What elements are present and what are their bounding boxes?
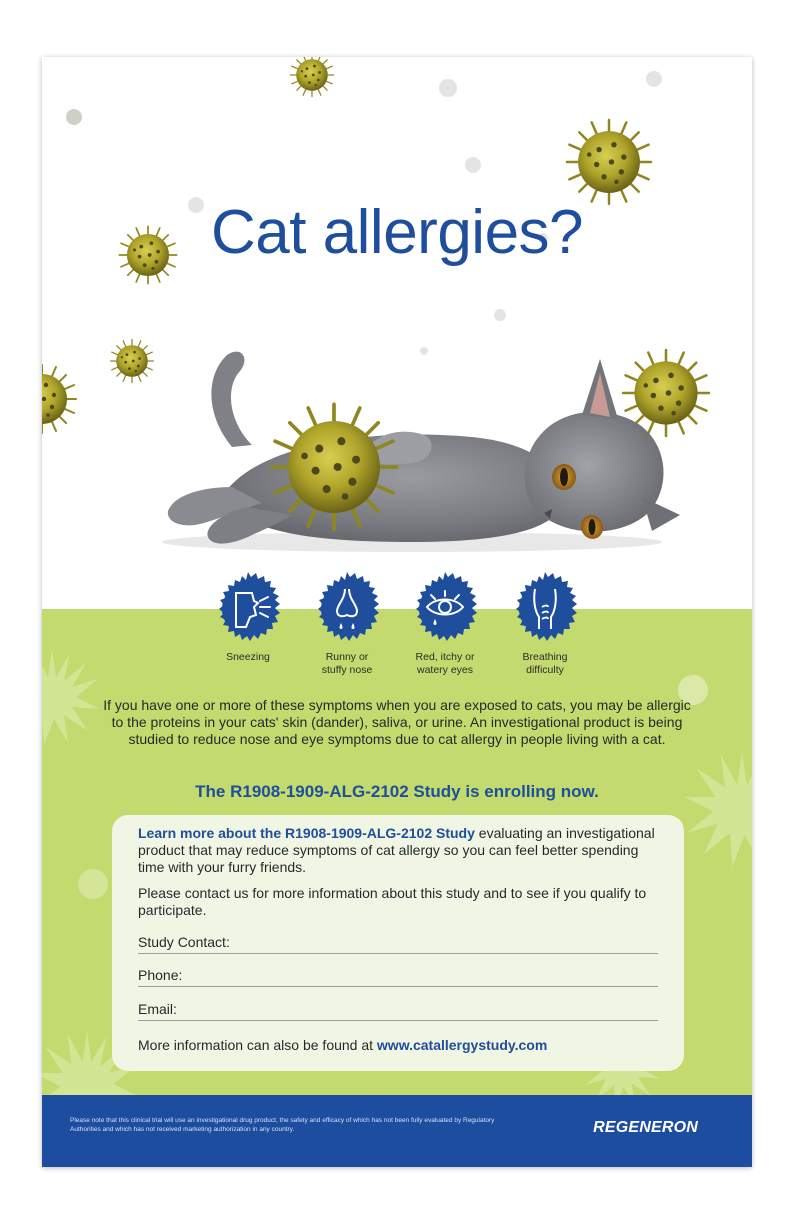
study-contact-field[interactable] bbox=[138, 933, 658, 954]
regeneron-logo: REGENERON bbox=[593, 1119, 698, 1136]
background-dot bbox=[439, 79, 457, 97]
symptom-label: Runny or stuffy nose bbox=[321, 651, 373, 676]
background-dot bbox=[646, 71, 662, 87]
field-label: Email: bbox=[138, 1001, 177, 1017]
intro-paragraph: If you have one or more of these symptoms when you are exposed to cats, you may be allergic to the proteins in your cats' skin (dander), saliva, or urine. An investigational product is being studied to reduce nose and eye symptoms due to cat allergy in people living with a cat. bbox=[103, 697, 691, 747]
pollen-icon bbox=[42, 361, 80, 437]
symptom-label: Breathing difficulty bbox=[522, 651, 568, 676]
field-label: Study Contact: bbox=[138, 934, 230, 950]
contact-prompt: Please contact us for more information about this study and to see if you qualify to participate. bbox=[138, 885, 647, 918]
pollen-icon bbox=[274, 57, 350, 99]
field-label: Phone: bbox=[138, 967, 183, 983]
symptom-label: Sneezing bbox=[226, 651, 270, 663]
poster-top-area bbox=[42, 57, 752, 609]
sneezing-icon bbox=[210, 571, 286, 647]
enrolling-heading: The R1908-1909-ALG-2102 Study is enrolling now. bbox=[195, 782, 599, 801]
symptom-itchy-eyes bbox=[390, 571, 500, 677]
more-info-prefix: More information can also be found at bbox=[138, 1037, 377, 1053]
pollen-ball-icon bbox=[264, 397, 404, 537]
disclaimer-text: Please note that this clinical trial will use an investigational drug product, the safety and efficacy of which has not been fully evaluated by Regulatory Authorities and which has not received marketing authorization in any country. bbox=[70, 1117, 495, 1133]
email-field[interactable] bbox=[138, 1000, 658, 1021]
symptom-sneezing bbox=[193, 571, 303, 664]
background-dot bbox=[494, 309, 506, 321]
contact-card bbox=[112, 815, 684, 1071]
headline: Cat allergies? bbox=[210, 198, 584, 267]
background-dot bbox=[465, 157, 481, 173]
website-link[interactable]: www.catallergystudy.com bbox=[376, 1037, 548, 1053]
phone-field[interactable] bbox=[138, 966, 658, 987]
background-dot bbox=[66, 109, 82, 125]
runny-nose-icon bbox=[309, 571, 385, 647]
footer-bar bbox=[42, 1095, 752, 1167]
study-description bbox=[138, 825, 668, 876]
background-dot bbox=[78, 869, 108, 899]
study-lead: Learn more about the R1908-1909-ALG-2102 Study bbox=[138, 825, 475, 841]
poster bbox=[42, 57, 752, 1167]
study-lead-rest: evaluating an investigational product that may reduce symptoms of cat allergy so you can feel better spending time with your furry friends. bbox=[138, 825, 655, 875]
itchy-eyes-icon bbox=[407, 571, 483, 647]
more-info-line bbox=[138, 1037, 668, 1053]
symptom-runny-nose bbox=[292, 571, 402, 677]
breathing-icon bbox=[507, 571, 583, 647]
symptom-label: Red, itchy or watery eyes bbox=[415, 651, 475, 676]
symptom-breathing bbox=[490, 571, 600, 677]
pollen-icon bbox=[562, 115, 656, 209]
decorative-burst bbox=[682, 739, 752, 879]
symptom-icons bbox=[42, 571, 752, 681]
